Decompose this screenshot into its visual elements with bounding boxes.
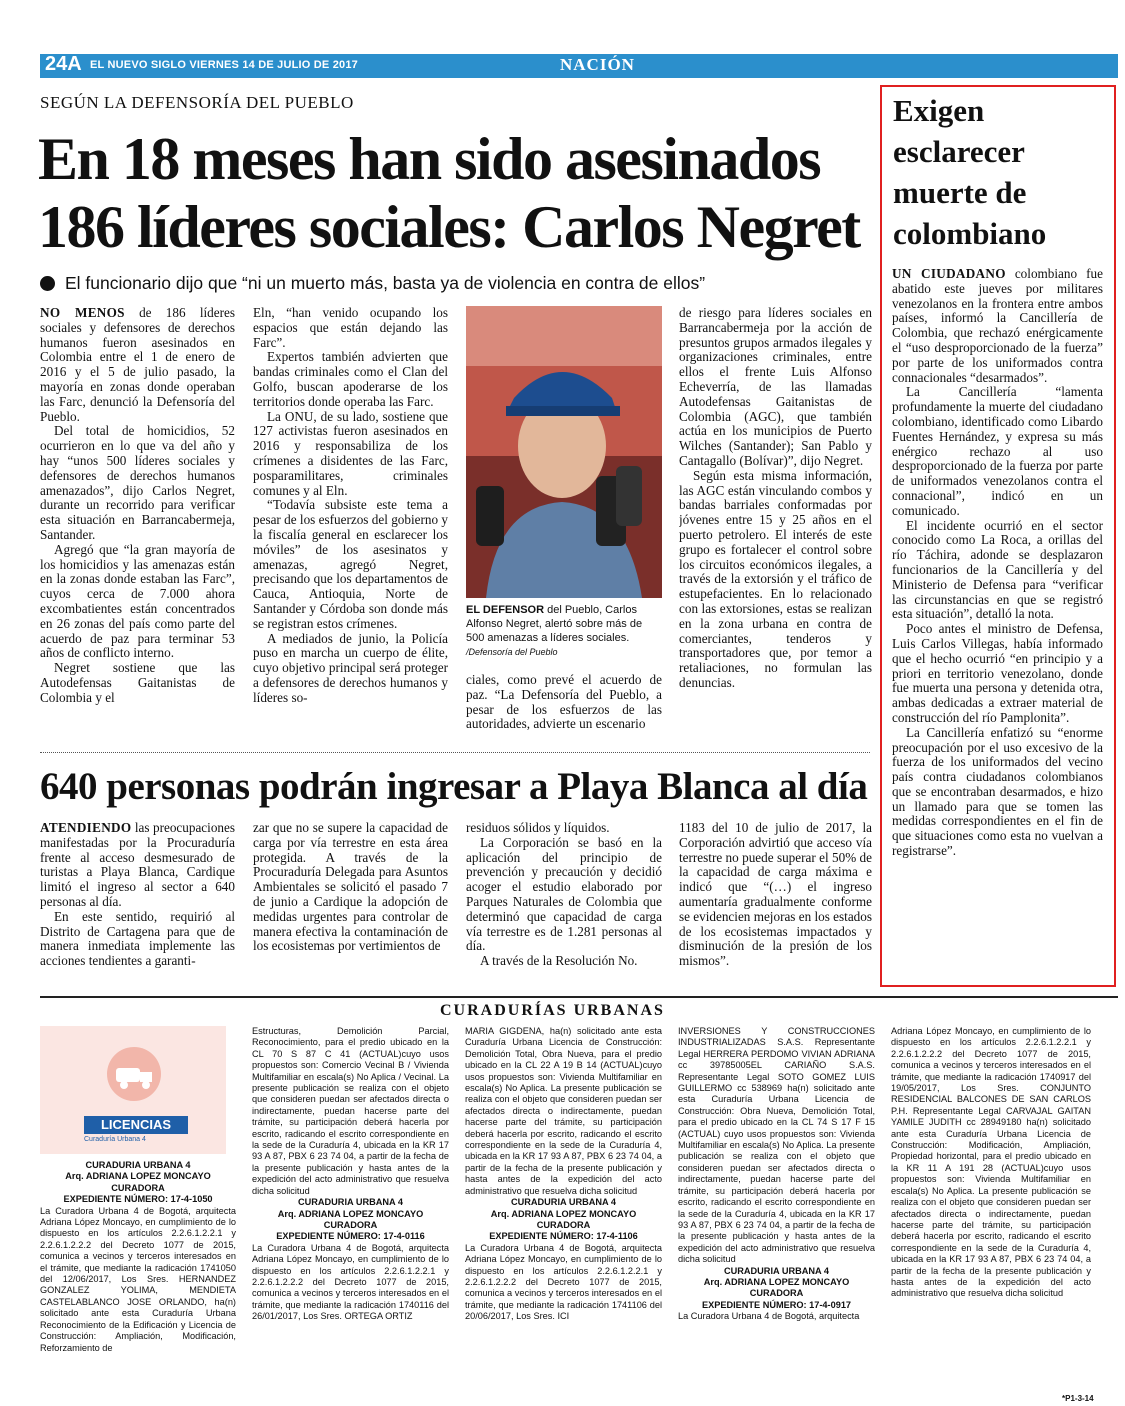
sidebar-body — [892, 267, 1103, 979]
headline-line-1: En 18 meses han sido asesinados — [38, 126, 821, 192]
notice-heading: CURADURIA URBANA 4 — [724, 1265, 829, 1276]
second-article-column-3 — [466, 821, 662, 981]
notice-column-3 — [465, 1026, 662, 1388]
notice-body: Estructuras, Demolición Parcial, Reconocimiento, para el predio ubicado en la CL 70 S 87 C 41 (ACTUAL)cuyo usos propuestos son: Comercio Vecinal B / Vivienda Multifamiliar en escala(s) No Aplica / Vecinal. La presente publicación se realiza con el objeto que consideren puedan ser afectados directa o indirectamente, puedan hacerse parte del trámite, su participación deberá hacerla por escrito, radicando el escrito correspondiente en la sede de la Curaduría 4, ubicada en la KR 17 93 A 87, PBX 6 23 74 04, a partir de la fecha de la presente publicación y hasta antes de la expedición del acto administrativo que resuelva dicha solicitud — [252, 1026, 449, 1196]
photo-caption — [466, 603, 662, 659]
lead-words: UN CIUDADANO — [892, 267, 1006, 281]
notice-heading: Arq. ADRIANA LOPEZ MONCAYO — [65, 1171, 211, 1182]
paragraph: La Cancillería enfatizó su “enorme preocupación por el uso excesivo de la fuerza de los uniformados del vecino país contra ciudadanos colombianos que se encontraban desarmados, e hizo un llamado para que se tomen las medidas correspondientes en el fin de que situaciones como esta no vuelvan a registrarse”. — [892, 724, 1103, 859]
notice-column-5 — [891, 1026, 1091, 1388]
notice-heading: Arq. ADRIANA LOPEZ MONCAYO — [277, 1208, 424, 1219]
bullet-icon — [40, 276, 55, 291]
paragraph: de riesgo para líderes sociales en Barrancabermeja por la acción de presuntos grupos armados ilegales y organizaciones criminales, entre ellos el frente Luis Alfonso Echeverría, de las llamadas Autodefensas Gaitanistas de Colombia (AGC), que también actúa en los municipios de Puerto Wilches (Santander); San Pablo y Cantagallo (Bolívar)”, dijo Negret. — [679, 306, 872, 468]
caption-text: del Pueblo, Carlos Alfonso Negret, alertó sobre más de 500 amenazas a líderes sociales. — [466, 604, 643, 644]
paragraph: La Corporación se basó en la aplicación del principio de prevención y precaución y decidió acoger el estudio elaborado por Parques Naturales de Colombia que determinó que capacidad de carga vía terrestre es de 1.281 personas al día. — [466, 834, 662, 954]
article-photo — [466, 306, 662, 598]
sidebar-headline: Exigen esclarecer muerte de colombiano — [893, 93, 1047, 251]
footer-code: *P1-3-14 — [1062, 1394, 1094, 1403]
notice-body: La Curadora Urbana 4 de Bogotá, arquitecta Adriana López Moncayo, en cumplimiento de lo dispuesto en los artículos 2.2.6.1.2.2.1 y 2.2.6.1.2.2.2 del Decreto 1077 de 2015, comunica a vecinos y terceros interesados en el trámite, que mediante la radicación 1741050 del 12/06/2017, Los Sres. HERNANDEZ GONZALEZ YOLIMA, MENDIETA CASTELABLANCO JOSE ORLANDO, ha(n) solicitado ante esta Curaduría Urbana Reconocimiento de la Edificación y Licencia de Construcción: Ampliación, Modificación, Reforzamiento de — [40, 1205, 236, 1353]
second-article-column-2 — [253, 821, 448, 981]
paragraph: La Cancillería “lamenta profundamente la muerte del ciudadano colombiano, identificado como Libardo Fuentes Hernández, y expresa su más enérgico rechazo al uso desproporcionado de la fuerza por parte de uniformados venezolanos contra el connacional”, indicó en un comunicado. — [892, 384, 1103, 518]
notice-column-2 — [252, 1026, 449, 1388]
headline-line-2: 186 líderes sociales: Carlos Negret — [38, 194, 860, 260]
lead-words: NO MENOS — [40, 306, 125, 320]
paragraph: 1183 del 10 de julio de 2017, la Corporación advirtió que acceso vía terrestre no puede superar el 50% de la capacidad de carga máxima e indicó que “(…) el ingreso aumentaría gradualmente conforme se evidencien mejoras en los estados de los ecosistemas impactados y disminución de la presión de los mismos”. — [679, 821, 872, 969]
notice-expediente: EXPEDIENTE NÚMERO: 17-4-0917 — [701, 1299, 852, 1310]
paragraph: Según esta misma información, las AGC están vinculando combos y bandas barriales conformadas por jóvenes entre 15 y 25 años en el puerto petrolero. El interés de este grupo es fortalecer el control sobre los circuitos económicos ilegales, a través de la extorsión y el tráfico de estupefacientes. En lo relacionado con las extorsiones, estas se realizan en la zona urbana en contra de comerciantes, tenderos y transportadores que, por temor a retaliaciones, no formulan las denuncias. — [679, 467, 872, 690]
curadurias-title: CURADURÍAS URBANAS — [440, 1002, 665, 1019]
page-number: 24A — [45, 53, 82, 75]
paragraph: Del total de homicidios, 52 ocurrieron en lo que va del año y hay “unos 500 líderes sociales y defensores de derechos humanos amenazados”, dijo Carlos Negret, durante un recorrido para verificar esta situación en Barrancabermeja, Santander. — [40, 423, 235, 542]
notice-heading: CURADURIA URBANA 4 — [298, 1197, 403, 1208]
summary-text: El funcionario dijo que “ni un muerto más, basta ya de violencia en contra de ellos” — [65, 273, 706, 293]
article-headline — [38, 125, 888, 261]
notice-heading: Arq. ADRIANA LOPEZ MONCAYO — [703, 1276, 850, 1287]
paragraph: residuos sólidos y líquidos. — [466, 821, 610, 835]
notice-heading: CURADURIA URBANA 4 — [511, 1197, 616, 1208]
notice-expediente: EXPEDIENTE NÚMERO: 17-4-0116 — [276, 1231, 425, 1242]
masthead-bar — [40, 54, 1118, 78]
licencias-label: LICENCIAS — [84, 1116, 188, 1134]
paragraph: Poco antes el ministro de Defensa, Luis Carlos Villegas, había informado que el hecho ocurrió “en principio y a priori en territorio venezolano, donde fue muerta una persona y detenida otra, ambas dedicadas a extraer material de construcción del río Pamplonita”. — [892, 621, 1103, 725]
article-kicker: SEGÚN LA DEFENSORÍA DEL PUEBLO — [40, 93, 354, 112]
cement-truck-icon — [106, 1046, 162, 1102]
notice-heading: CURADORA — [749, 1288, 804, 1299]
paragraph: Agregó que “la gran mayoría de los homicidios y las amenazas están en la zonas donde estaban las Farc”, cuyos cerca de 7.000 ahora excombatientes están concentrados en 26 zonas del país como parte del acuerdo de paz para terminar 53 años de conflicto interno. — [40, 541, 235, 661]
paragraph: A mediados de junio, la Policía puso en marcha un cuerpo de élite, cuyo objetivo principal será proteger a defensores de derechos humanos y líderes so- — [253, 630, 448, 705]
curaduria-logo: Curaduría Urbana 4 — [84, 1136, 146, 1143]
paragraph: Expertos también advierten que bandas criminales como el Clan del Golfo, buscan apoderarse de los territorios donde operaba las Farc. — [253, 349, 448, 409]
second-article-column-1 — [40, 821, 235, 981]
newspaper-date-line: EL NUEVO SIGLO VIERNES 14 DE JULIO DE 2017 — [90, 59, 359, 71]
paragraph: Eln, “han venido ocupando los espacios que están dejando las Farc”. — [253, 306, 448, 350]
notice-heading: CURADORA — [536, 1219, 591, 1230]
paragraph: zar que no se supere la capacidad de carga por vía terrestre en esta área protegida. A través de la Procuraduría Delegada para Asuntos Ambientales se solicitó el pasado 7 de junio a Cardique la adopción de medidas urgentes para controlar de manera efectiva la contaminación de los ecosistemas por vertimientos de — [253, 821, 448, 954]
notice-heading: CURADORA — [111, 1182, 165, 1193]
dotted-divider — [40, 752, 870, 753]
article-column-3-bottom — [466, 673, 662, 741]
paragraph: las preocupaciones manifestadas por la Procuraduría frente al acceso desmesurado de turistas a Playa Blanca, Cardique limitó el ingreso al sector a 640 personas al día. — [40, 821, 235, 909]
photo-illustration — [466, 306, 662, 598]
notice-body: MARIA GIGDENA, ha(n) solicitado ante esta Curaduría Urbana Licencia de Construcción: Demolición Total, Obra Nueva, para el predio ubicado en la CL 22 A 19 B 14 (ACTUAL)cuyo usos propuestos son: Vivienda Multifamiliar en escala(s) No Aplica. La presente publicación se realiza con el objeto que consideren puedan ser afectados directa o indirectamente, puedan hacerse parte del trámite, su participación deberá hacerla por escrito, radicando el escrito correspondiente en la sede de la Curaduría 4, ubicada en la KR 17 93 A 87, PBX 6 23 74 04, a partir de la fecha de la presente publicación y hasta antes de la expedición del acto administrativo que resuelva dicha solicitud — [465, 1026, 662, 1196]
paragraph: La ONU, de su lado, sostiene que 127 activistas fueron asesinados en 2016 y responsabiliza de los crímenes a disidentes de las Farc, posparamilitares, criminales comunes y al Eln. — [253, 408, 448, 498]
second-article-column-4 — [679, 821, 872, 981]
paragraph: “Todavía subsiste este tema a pesar de los esfuerzos del gobierno y la fiscalía general en esclarecer los móviles” de los asesinatos y amenazas, agregó Negret, precisando que los departamentos de Cauca, Antioquia, Norte de Santander y Córdoba son donde más se registran estos crímenes. — [253, 497, 448, 631]
licencias-banner — [40, 1026, 226, 1154]
notice-body: La Curadora Urbana 4 de Bogotá, arquitecta — [678, 1311, 860, 1322]
paragraph: de 186 líderes sociales y defensores de derechos humanos fueron asesinados en Colombia entre el 1 de enero de 2016 y el 5 de julio pasado, la mayoría en zonas donde operaban las Farc, denunció la Defensoría del Pueblo. — [40, 306, 235, 424]
notice-body: Adriana López Moncayo, en cumplimiento de lo dispuesto en los artículos 2.2.6.1.2.2.1 y 2.2.6.1.2.2.2 del Decreto 1077 de 2015, comunica a vecinos y terceros interesados en el trámite, que mediante la radicación 1740917 del 19/05/2017, Los Sres. CONJUNTO RESIDENCIAL BALCONES DE SAN CARLOS P.H. Representante Legal CARVAJAL GAITAN YAMILE JUDITH cc 28949180 ha(n) solicitado ante esta Curaduría Urbana Licencia de Construcción: Modificación, Ampliación, Propiedad horizontal, para el predio ubicado en la KR 11 A 191 28 (ACTUAL)cuyo usos propuestos son: Vivienda Multifamiliar en escala(s) No Aplica. La presente publicación se realiza con el objeto que consideren puedan ser afectados directa o indirectamente, puedan hacerse parte del trámite, su participación deberá hacerla por escrito, radicando el escrito correspondiente en la sede de la Curaduría 4, ubicada en la KR 17 93 A 87, PBX 6 23 74 04, a partir de la fecha de la presente publicación y hasta antes de la expedición del acto administrativo que resuelva dicha solicitud — [891, 1026, 1091, 1299]
paragraph: En este sentido, requirió al Distrito de Cartagena para que de manera inmediata implemente las acciones tendientes a garanti- — [40, 908, 235, 969]
notice-heading: Arq. ADRIANA LOPEZ MONCAYO — [490, 1208, 637, 1219]
paragraph: El incidente ocurrió en el sector conocido como La Roca, a orillas del río Táchira, adonde se desplazaron funcionarios de la Cancillería y del Ministerio de Defensa para “verificar las circunstancias en que se registró esta situación”, detalló la nota. — [892, 517, 1103, 622]
notice-column-4 — [678, 1026, 875, 1388]
section-name: NACIÓN — [560, 55, 635, 74]
article-column-4 — [679, 306, 872, 742]
photo-credit: /Defensoría del Pueblo — [466, 647, 558, 657]
caption-lead: EL DEFENSOR — [466, 604, 545, 616]
notice-body: La Curadora Urbana 4 de Bogotá, arquitecta Adriana López Moncayo, en cumplimiento de lo dispuesto en los artículos 2.2.6.1.2.2.1 y 2.2.6.1.2.2.2 del Decreto 1077 de 2015, comunica a vecinos y terceros interesados en el trámite, que mediante la radicación 1741106 del 20/06/2017, Los Sres. ICI — [465, 1242, 662, 1322]
notice-heading: CURADURIA URBANA 4 — [85, 1160, 191, 1170]
notice-expediente: EXPEDIENTE NÚMERO: 17-4-1106 — [489, 1231, 638, 1242]
section-separator — [40, 996, 1118, 998]
notice-body: La Curadora Urbana 4 de Bogotá, arquitecta Adriana López Moncayo, en cumplimiento de lo dispuesto en los artículos 2.2.6.1.2.2.1 y 2.2.6.1.2.2.2 del Decreto 1077 de 2015, comunica a vecinos y terceros interesados en el trámite, que mediante la radicación 1740116 del 26/01/2017, Los Sres. ORTEGA ORTIZ — [252, 1242, 449, 1322]
notice-column-1 — [40, 1160, 236, 1388]
notice-body: INVERSIONES Y CONSTRUCCIONES INDUSTRIALIZADAS S.A.S. Representante Legal HERRERA PERDOMO VIVIAN ADRIANA cc 39785005EL CARIAÑO S.A.S. Representante Legal SOTO GOMEZ LUIS GUILLERMO cc 538969 ha(n) solicitado ante esta Curaduría Urbana Licencia de Construcción: Obra Nueva, Demolición Total, para el predio ubicado en la CL 74 S 17 F 15 (ACTUAL) cuyo usos propuestos son: Vivienda Multifamiliar en escala(s) No Aplica. La presente publicación se realiza con el objeto que consideren puedan ser afectados directa o indirectamente, puedan hacerse parte del trámite, su participación deberá hacerla por escrito, radicando el escrito correspondiente en la sede de la Curaduría 4, ubicada en la KR 17 93 A 87, PBX 6 23 74 04, a partir de la fecha de la presente publicación y hasta antes de la expedición del acto administrativo que resuelva dicha solicitud — [678, 1026, 875, 1265]
notice-expediente: EXPEDIENTE NÚMERO: 17-4-1050 — [63, 1194, 213, 1205]
paragraph: ciales, como prevé el acuerdo de paz. “La Defensoría del Pueblo, a pesar de los esfuerzos de las autoridades, advierte un escenario — [466, 673, 662, 732]
paragraph: Negret sostiene que las Autodefensas Gaitanistas de Colombia y el — [40, 660, 235, 705]
paragraph: A través de la Resolución No. — [480, 953, 638, 969]
notice-heading: CURADORA — [323, 1219, 378, 1230]
article-column-2 — [253, 306, 448, 742]
article-column-1 — [40, 306, 235, 742]
second-article-headline: 640 personas podrán ingresar a Playa Blanca al día — [40, 765, 868, 808]
paragraph: colombiano fue abatido este jueves por militares venezolanos en la frontera entre ambos países, informó la Cancillería de Colombia, que rechazó enérgicamente el “uso desproporcionado de la fuerza” por parte de los uniformados contra connacionales “desarmados”. — [892, 267, 1103, 385]
lead-words: ATENDIENDO — [40, 821, 132, 835]
article-summary — [40, 273, 705, 294]
